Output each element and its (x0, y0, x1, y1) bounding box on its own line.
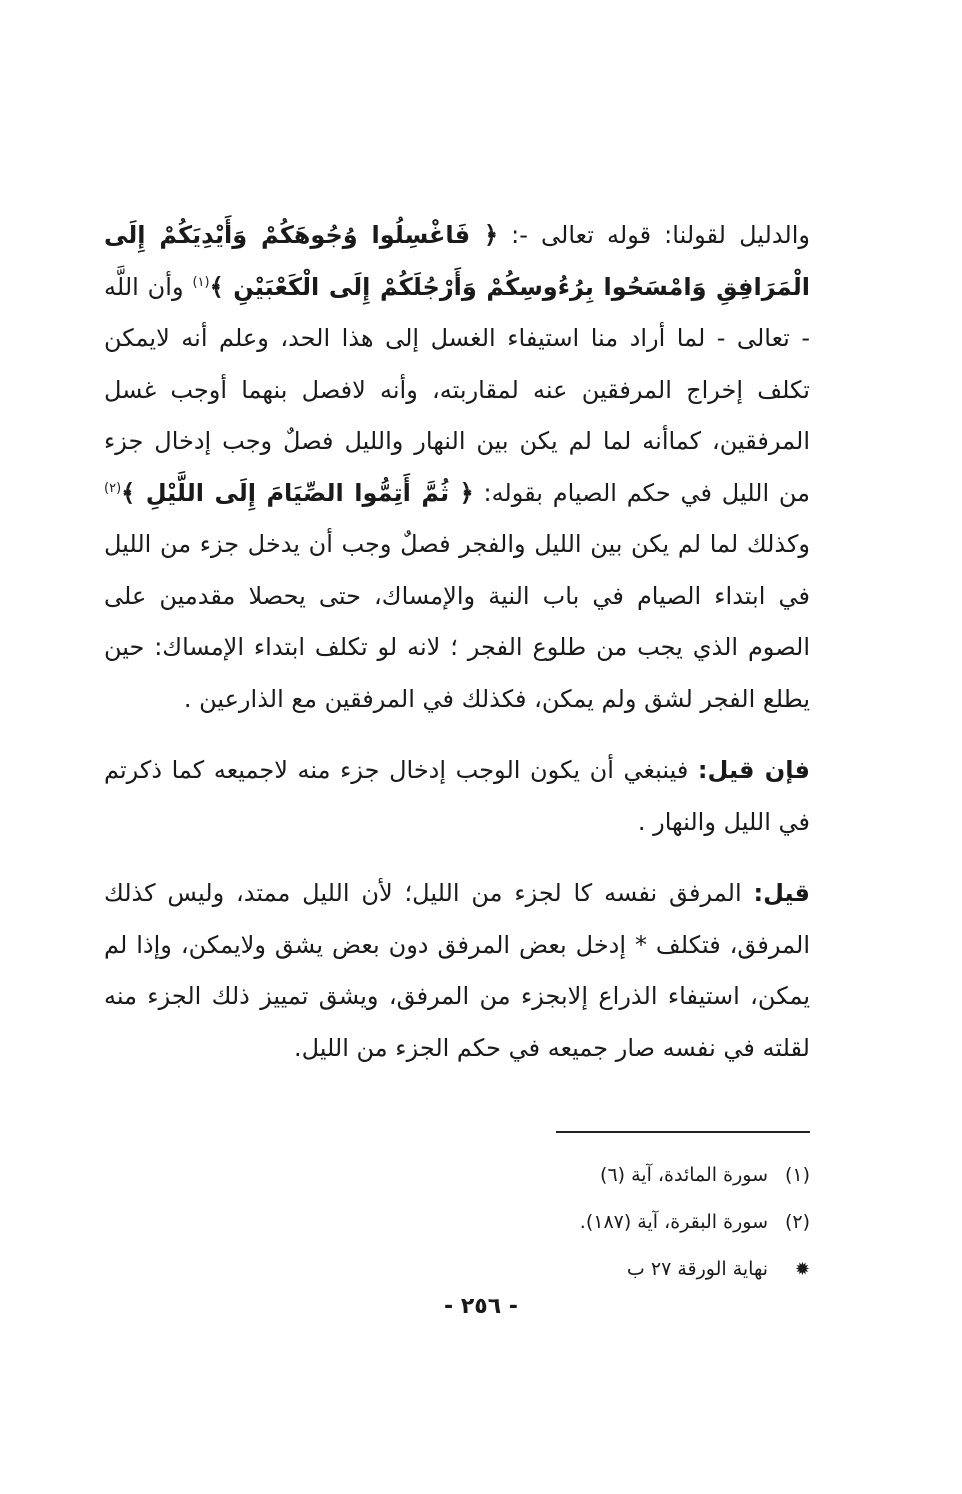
folio-note-text: نهاية الورقة ٢٧ ب (626, 1258, 768, 1280)
quran-verse-maidah: ﴿ فَاغْسِلُوا وُجُوهَكُمْ وَأَيْدِيَكُمْ إِلَى الْمَرَافِقِ وَامْسَحُوا بِرُءُوسِكُمْ وَأَرْجُلَكُمْ إِلَى الْكَعْبَيْنِ ﴾ (104, 221, 810, 301)
footnote-number: (٢) (784, 1211, 810, 1233)
objection-text: فينبغي أن يكون الوجب إدخال جزء منه لاجميعه كما ذكرتم في الليل والنهار . (104, 756, 810, 836)
paragraph-reply (104, 868, 810, 1074)
footnote-text: سورة البقرة، آية (١٨٧). (579, 1211, 768, 1233)
evidence-intro: والدليل لقولنا: قوله تعالى -: (498, 221, 810, 249)
objection-label: فإن قيل: (697, 756, 811, 784)
footnote-2 (300, 1207, 810, 1237)
reply-label: قيل: (753, 879, 810, 907)
evidence-conclusion: وكذلك لما لم يكن بين الليل والفجر فصلٌ وجب أن يدخل جزء من الليل في ابتداء الصيام في باب النية والإمساك، حتى يحصلا مقدمين على الصوم الذي يجب من طلوع الفجر ؛ لانه لو تكلف ابتداء الإمساك: حين يطلع الفجر لشق ولم يمكن، فكذلك في المرفقين مع الذارعين . (104, 530, 810, 713)
footnote-number: (١) (784, 1164, 810, 1186)
footnote-1 (300, 1160, 810, 1190)
footnotes (300, 1160, 810, 1302)
folio-note (300, 1254, 810, 1285)
reply-text: المرفق نفسه كا لجزء من الليل؛ لأن الليل ممتد، وليس كذلك المرفق، فتكلف * إدخل بعض المرفق دون بعض يشق ولايمكن، وإذا لم يمكن، استيفاء الذراع إلابجزء من المرفق، ويشق تمييز ذلك الجزء منه لقلته في نفسه صار جميعه في حكم الجزء من الليل. (104, 879, 810, 1062)
paragraph-objection (104, 745, 810, 848)
evidence-continued: وأن اللَّه - تعالى - لما أراد منا استيفاء الغسل إلى هذا الحد، وعلم أنه لايمكن تكلف إخراج المرفقين عنه لمقاربته، وأنه لافصل بنهما أوجب غسل المرفقين، كماأنه لما لم يكن بين النهار والليل فصلٌ وجب إدخال جزء من الليل في حكم الصيام بقوله: (104, 272, 811, 507)
footnote-text: سورة المائدة، آية (٦) (600, 1164, 768, 1186)
asterisk-icon: ✹ (794, 1259, 810, 1280)
quran-verse-baqarah: ﴿ ثُمَّ أَتِمُّوا الصِّيَامَ إِلَى اللَّيْلِ ﴾ (121, 478, 474, 507)
page-number: - ٢٥٦ - (444, 1294, 518, 1319)
footnote-ref-2: (٢) (104, 480, 122, 496)
footnote-ref-1: (١) (192, 274, 210, 290)
footnote-divider (556, 1131, 810, 1133)
paragraph-evidence (104, 210, 810, 725)
main-text (104, 210, 810, 1074)
